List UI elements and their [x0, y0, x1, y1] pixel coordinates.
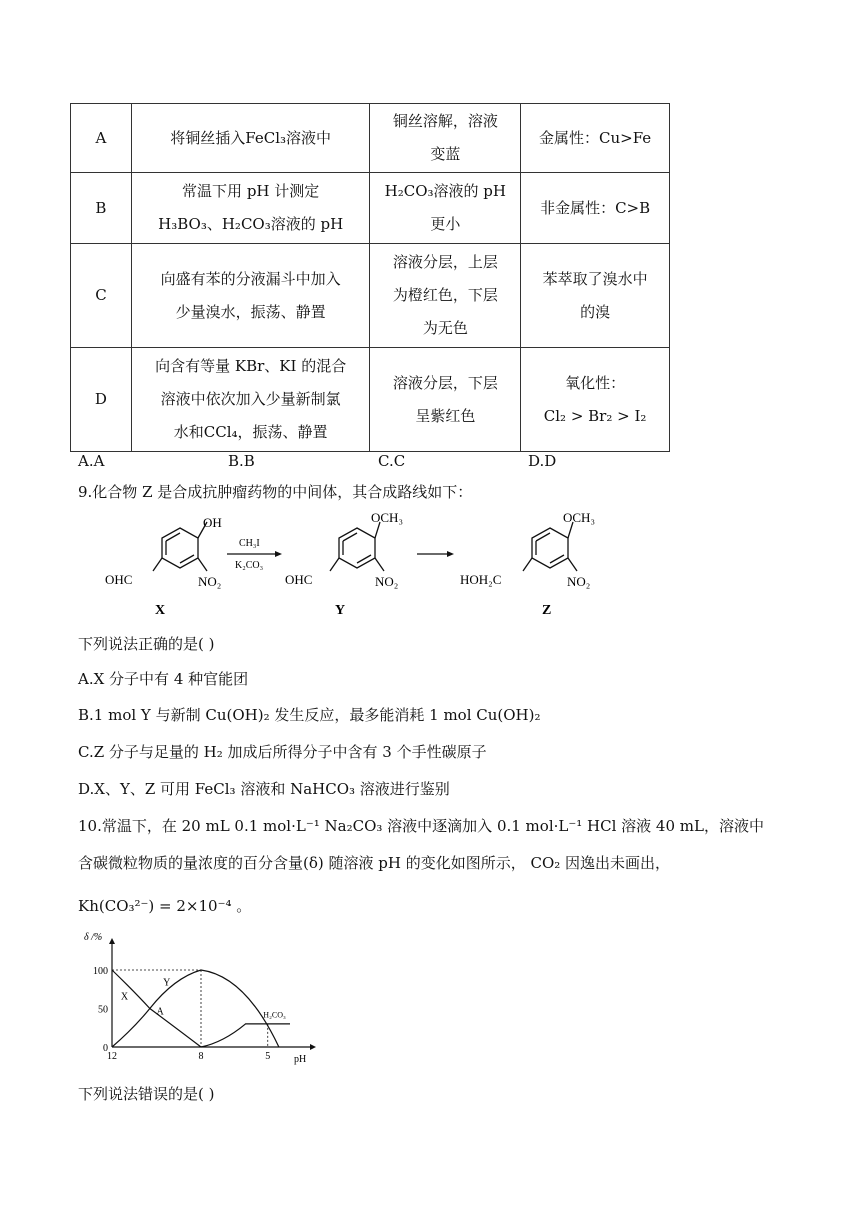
q9-option-c: C.Z 分子与足量的 H₂ 加成后所得分子中含有 3 个手性碳原子 [78, 743, 487, 761]
label-y: Y [163, 977, 171, 989]
z-label: Z [542, 603, 552, 618]
y-sub-top: OCH₃ [371, 510, 403, 525]
molecule-z [523, 522, 577, 571]
q10-line2: 含碳微粒物质的量浓度的百分含量(δ) 随溶液 pH 的变化如图所示， CO₂ 因逸出未画出， [78, 854, 671, 872]
cell-conclusion: 非金属性：C>B [521, 173, 670, 244]
y-sub-right: NO₂ [375, 574, 399, 589]
y-label: Y [335, 603, 346, 618]
arrow-1-head [275, 551, 282, 557]
cell-option: C [71, 244, 132, 348]
label-a: A [156, 1006, 164, 1018]
label-h2co3: H₂CO₃ [263, 1010, 286, 1020]
y-axis-label: δ /% [84, 932, 103, 943]
arrow-2-head [447, 551, 454, 557]
q10-line3: Kh(CO₃²⁻) = 2×10⁻⁴ 。 [78, 897, 252, 915]
synthesis-scheme [95, 508, 615, 623]
q10-prompt: 下列说法错误的是( ) [78, 1085, 215, 1103]
x-tick-label: 12 [107, 1051, 117, 1062]
table-row [71, 104, 670, 173]
y-tick-label: 50 [98, 1004, 108, 1016]
cell-operation: 向含有等量 KBr、KI 的混合 溶液中依次加入少量新制氯 水和CCl₄，振荡、静置 [131, 348, 370, 452]
cell-operation: 常温下用 pH 计测定 H₃BO₃、H₂CO₃溶液的 pH [131, 173, 370, 244]
z-sub-left: HOH₂C [460, 572, 502, 587]
x-label: X [155, 603, 166, 618]
cell-phenomenon: 铜丝溶解，溶液 变蓝 [370, 104, 521, 173]
cell-conclusion: 金属性：Cu>Fe [521, 104, 670, 173]
x-axis-label: pH [294, 1054, 307, 1065]
x-sub-left: OHC [105, 572, 133, 587]
y-sub-left: OHC [285, 572, 313, 587]
y-tick-label: 100 [93, 966, 108, 977]
cell-operation: 向盛有苯的分液漏斗中加入 少量溴水，振荡、静置 [131, 244, 370, 348]
x-tick-label: 5 [265, 1051, 271, 1062]
y-tick-label: 0 [103, 1043, 108, 1054]
q9-option-b: B.1 mol Y 与新制 Cu(OH)₂ 发生反应，最多能消耗 1 mol Cu(OH)₂ [78, 706, 541, 724]
cell-operation: 将铜丝插入FeCl₃溶液中 [131, 104, 370, 173]
cell-option: B [71, 173, 132, 244]
x-sub-right: NO₂ [198, 574, 222, 589]
series-y-line [112, 970, 279, 1047]
q9-stem: 9.化合物 Z 是合成抗肿瘤药物的中间体，其合成路线如下： [78, 483, 473, 501]
z-sub-top: OCH₃ [563, 510, 595, 525]
q9-prompt: 下列说法正确的是( ) [78, 635, 215, 653]
x-sub-top: OH [203, 515, 222, 530]
q9-option-a: A.X 分子中有 4 种官能团 [78, 670, 249, 688]
cell-option: A [71, 104, 132, 173]
choice-a: A.A [78, 452, 105, 470]
cell-conclusion: 苯萃取了溴水中 的溴 [521, 244, 670, 348]
table-row [71, 173, 670, 244]
y-axis-arrow [109, 938, 115, 944]
table-row [71, 244, 670, 348]
cell-option: D [71, 348, 132, 452]
x-axis-arrow [310, 1044, 316, 1050]
q9-option-d: D.X、Y、Z 可用 FeCl₃ 溶液和 NaHCO₃ 溶液进行鉴别 [78, 780, 450, 798]
chart-axes [109, 938, 316, 1050]
cell-phenomenon: 溶液分层，下层 呈紫红色 [370, 348, 521, 452]
cell-phenomenon: 溶液分层，上层 为橙红色，下层 为无色 [370, 244, 521, 348]
cell-phenomenon: H₂CO₃溶液的 pH 更小 [370, 173, 521, 244]
delta-ph-chart [80, 930, 330, 1075]
choice-b: B.B [228, 452, 255, 470]
molecule-x [153, 522, 207, 571]
reagent-bottom: K₂CO₃ [235, 560, 264, 571]
choice-c: C.C [378, 452, 406, 470]
x-tick-label: 8 [198, 1051, 204, 1062]
choice-d: D.D [528, 452, 557, 470]
q10-line1: 10.常温下，在 20 mL 0.1 mol·L⁻¹ Na₂CO₃ 溶液中逐滴加入 0.1 mol·L⁻¹ HCl 溶液 40 mL，溶液中 [78, 817, 764, 835]
label-x: X [120, 991, 129, 1003]
reagent-top: CH₃I [239, 538, 260, 549]
table-row [71, 348, 670, 452]
experiment-table [70, 103, 670, 452]
molecule-y [330, 522, 384, 571]
cell-conclusion: 氧化性： Cl₂ > Br₂ > I₂ [521, 348, 670, 452]
chart-labels [84, 932, 306, 1065]
z-sub-right: NO₂ [567, 574, 591, 589]
